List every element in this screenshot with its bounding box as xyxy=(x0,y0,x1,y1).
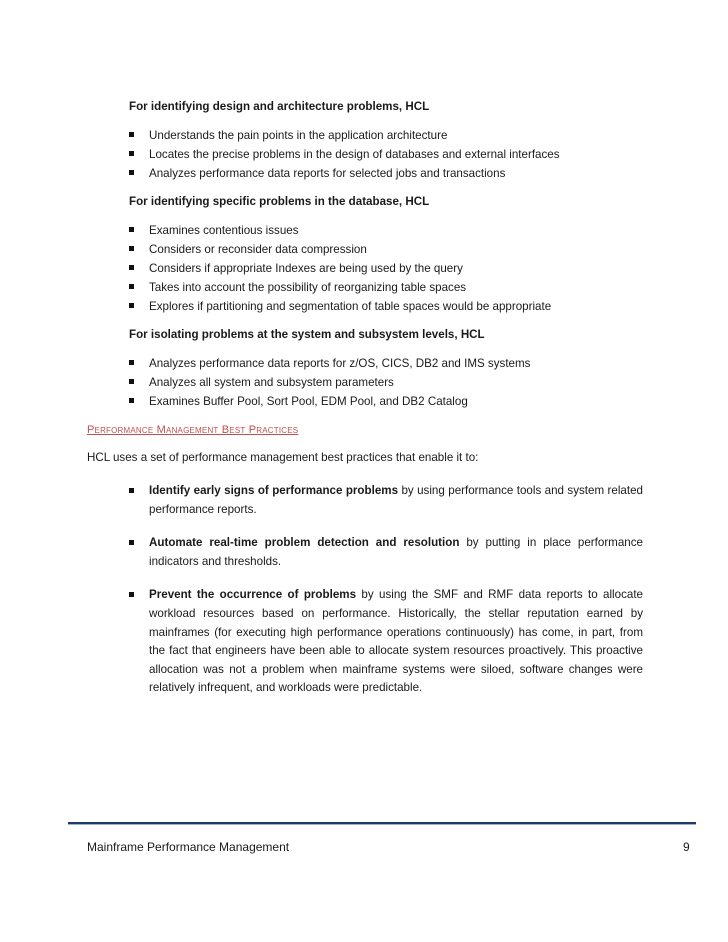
system-list xyxy=(149,354,643,411)
item-lead-text: Identify early signs of performance problems xyxy=(149,484,399,497)
square-bullet-icon xyxy=(129,284,134,289)
square-bullet-icon xyxy=(129,398,134,403)
item-body-text: by using performance tools and system related performance reports. xyxy=(149,484,644,516)
list-item-text: Examines Buffer Pool, Sort Pool, EDM Pool, and DB2 Catalog xyxy=(149,395,468,408)
square-bullet-icon xyxy=(129,379,134,384)
square-bullet-icon xyxy=(129,303,134,308)
footer-divider xyxy=(68,822,696,824)
best-practices-intro: HCL uses a set of performance management best practices that enable it to: xyxy=(87,451,479,464)
square-bullet-icon xyxy=(129,265,134,270)
database-heading: For identifying specific problems in the database, HCL xyxy=(129,195,430,208)
list-item xyxy=(149,392,643,411)
list-item xyxy=(149,278,643,297)
database-list xyxy=(149,221,643,316)
item-lead-text: Prevent the occurrence of problems xyxy=(149,588,357,602)
list-item-text: Understands the pain points in the application architecture xyxy=(149,129,448,142)
item-lead-text: Automate real-time problem detection and resolution xyxy=(149,536,460,550)
list-item-text: Examines contentious issues xyxy=(149,224,299,237)
page-number: 9 xyxy=(683,840,690,854)
list-item xyxy=(149,126,643,145)
list-item-text: Considers if appropriate Indexes are being used by the query xyxy=(149,262,463,275)
square-bullet-icon xyxy=(129,132,134,137)
list-item xyxy=(149,221,643,240)
list-item xyxy=(149,354,643,373)
list-item-text: Locates the precise problems in the design of databases and external interfaces xyxy=(149,148,560,161)
system-heading: For isolating problems at the system and subsystem levels, HCL xyxy=(129,328,485,341)
list-item xyxy=(149,297,643,316)
list-item xyxy=(149,259,643,278)
square-bullet-icon xyxy=(129,246,134,251)
best-practices-list xyxy=(149,482,643,698)
design-list xyxy=(149,126,643,183)
list-item xyxy=(149,482,643,519)
list-item-text: Explores if partitioning and segmentation of table spaces would be appropriate xyxy=(149,300,552,313)
list-item-text: Analyzes performance data reports for selected jobs and transactions xyxy=(149,167,506,180)
square-bullet-icon xyxy=(129,540,134,545)
list-item-text: Analyzes all system and subsystem parameters xyxy=(149,376,394,389)
list-item xyxy=(149,373,643,392)
footer-title: Mainframe Performance Management xyxy=(87,840,290,854)
list-item xyxy=(149,586,643,698)
square-bullet-icon xyxy=(129,592,134,597)
list-item-text: Considers or reconsider data compression xyxy=(149,243,367,256)
square-bullet-icon xyxy=(129,227,134,232)
list-item xyxy=(149,164,643,183)
item-body-text: by putting in place performance indicators and thresholds. xyxy=(149,536,643,568)
list-item-text: Takes into account the possibility of reorganizing table spaces xyxy=(149,281,467,294)
page-content xyxy=(87,97,643,713)
list-item xyxy=(149,145,643,164)
design-heading: For identifying design and architecture problems, HCL xyxy=(129,100,430,113)
list-item xyxy=(149,240,643,259)
square-bullet-icon xyxy=(129,360,134,365)
square-bullet-icon xyxy=(129,151,134,156)
square-bullet-icon xyxy=(129,488,134,493)
square-bullet-icon xyxy=(129,170,134,175)
list-item xyxy=(149,534,643,571)
item-body-text: by using the SMF and RMF data reports to allocate workload resources based on performance. Historically, the stellar reputation earned by mainframes (for executing high performance operations continuously) has come, in part, from the fact that engineers have been able to allocate system resources proactively. This proactive allocation was not a problem when mainframe systems were siloed, software changes were relatively infrequent, and workloads were predictable. xyxy=(149,588,643,695)
best-practices-title: Performance Management Best Practices xyxy=(87,424,299,436)
list-item-text: Analyzes performance data reports for z/OS, CICS, DB2 and IMS systems xyxy=(149,357,531,370)
